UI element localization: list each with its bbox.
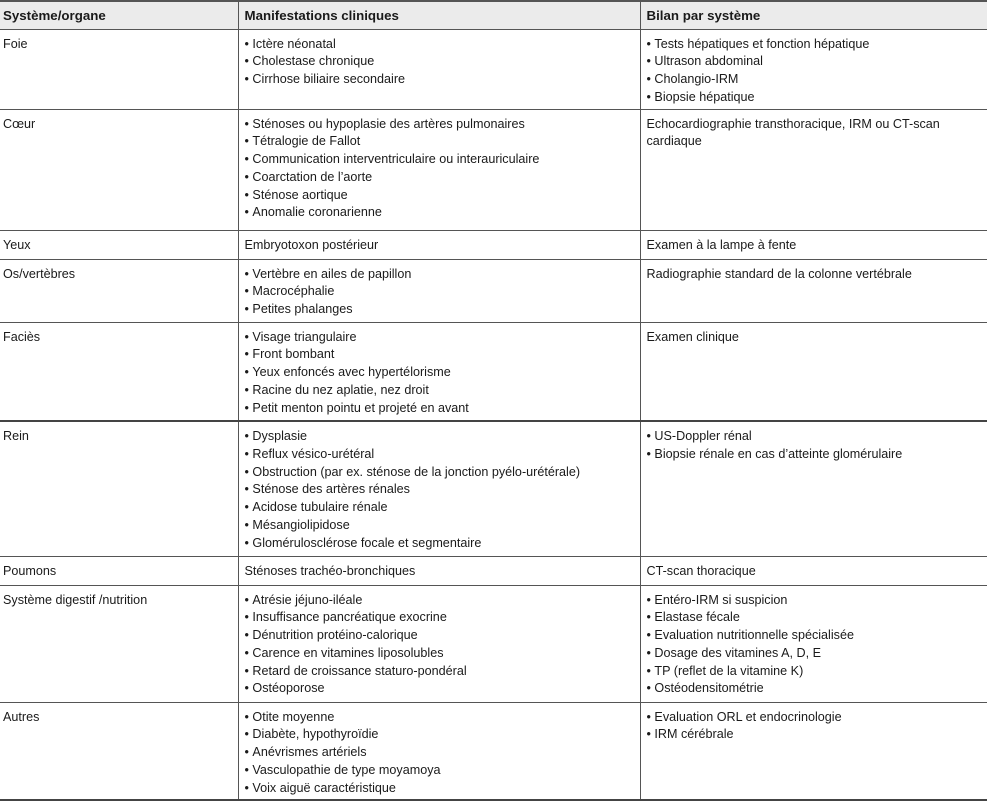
table-row: [0, 421, 987, 556]
list-item: • Ultrason abdominal: [647, 53, 987, 71]
manifestations-cell: Sténoses trachéo-bronchiques: [238, 556, 640, 585]
list-item: • Cirrhose biliaire secondaire: [245, 71, 640, 89]
system-cell: Système digestif /nutrition: [0, 585, 238, 702]
list-item: • Cholestase chronique: [245, 53, 640, 71]
list-item: • Dénutrition protéino-calorique: [245, 627, 640, 645]
bilan-list: [647, 36, 987, 107]
list-item: • Communication interventriculaire ou interauriculaire: [245, 151, 640, 169]
table-row: [0, 585, 987, 702]
table-row: [0, 322, 987, 421]
list-item: • Elastase fécale: [647, 609, 987, 627]
list-item: • Macrocéphalie: [245, 283, 640, 301]
list-item: • TP (reflet de la vitamine K): [647, 663, 987, 681]
system-cell: Poumons: [0, 556, 238, 585]
list-item: • Vertèbre en ailes de papillon: [245, 266, 640, 284]
bilan-cell: Examen à la lampe à fente: [640, 230, 987, 259]
manifestations-cell: [238, 421, 640, 556]
list-item: • Otite moyenne: [245, 709, 640, 727]
bilan-cell: Examen clinique: [640, 322, 987, 421]
system-cell: Rein: [0, 421, 238, 556]
manifestations-list: [245, 36, 640, 89]
list-item: • Anomalie coronarienne: [245, 204, 640, 222]
bilan-cell: CT-scan thoracique: [640, 556, 987, 585]
list-item: • IRM cérébrale: [647, 726, 987, 744]
header-manifestations: Manifestations cliniques: [238, 1, 640, 29]
bilan-cell: [640, 421, 987, 556]
table-row: [0, 109, 987, 230]
bilan-cell: [640, 585, 987, 702]
bilan-list: [647, 709, 987, 745]
list-item: • Carence en vitamines liposolubles: [245, 645, 640, 663]
manifestations-list: [245, 428, 640, 553]
table-row: [0, 556, 987, 585]
list-item: • Ostéoporose: [245, 680, 640, 698]
bilan-list: [647, 592, 987, 699]
list-item: • Vasculopathie de type moyamoya: [245, 762, 640, 780]
list-item: • Biopsie rénale en cas d’atteinte glomérulaire: [647, 446, 987, 464]
list-item: • Evaluation ORL et endocrinologie: [647, 709, 987, 727]
list-item: • Voix aiguë caractéristique: [245, 780, 640, 798]
list-item: • US-Doppler rénal: [647, 428, 987, 446]
bilan-cell: [640, 29, 987, 109]
header-system: Système/organe: [0, 1, 238, 29]
list-item: • Atrésie jéjuno-iléale: [245, 592, 640, 610]
system-cell: Cœur: [0, 109, 238, 230]
system-cell: Os/vertèbres: [0, 259, 238, 322]
list-item: • Obstruction (par ex. sténose de la jonction pyélo-urétérale): [245, 464, 640, 482]
table-row: [0, 29, 987, 109]
manifestations-list: [245, 116, 640, 223]
list-item: • Dysplasie: [245, 428, 640, 446]
system-cell: Yeux: [0, 230, 238, 259]
manifestations-list: [245, 329, 640, 418]
list-item: • Biopsie hépatique: [647, 89, 987, 107]
manifestations-cell: [238, 585, 640, 702]
list-item: • Front bombant: [245, 346, 640, 364]
list-item: • Ostéodensitométrie: [647, 680, 987, 698]
manifestations-cell: [238, 259, 640, 322]
bilan-cell: Radiographie standard de la colonne vertébrale: [640, 259, 987, 322]
manifestations-cell: [238, 109, 640, 230]
list-item: • Dosage des vitamines A, D, E: [647, 645, 987, 663]
list-item: • Visage triangulaire: [245, 329, 640, 347]
list-item: • Petit menton pointu et projeté en avant: [245, 400, 640, 418]
list-item: • Anévrismes artériels: [245, 744, 640, 762]
system-cell: Autres: [0, 702, 238, 800]
list-item: • Yeux enfoncés avec hypertélorisme: [245, 364, 640, 382]
manifestations-cell: Embryotoxon postérieur: [238, 230, 640, 259]
list-item: • Ictère néonatal: [245, 36, 640, 54]
manifestations-cell: [238, 702, 640, 800]
list-item: • Racine du nez aplatie, nez droit: [245, 382, 640, 400]
manifestations-cell: [238, 29, 640, 109]
list-item: • Insuffisance pancréatique exocrine: [245, 609, 640, 627]
bilan-cell: Echocardiographie transthoracique, IRM ou CT-scan cardiaque: [640, 109, 987, 230]
table-row: [0, 230, 987, 259]
list-item: • Acidose tubulaire rénale: [245, 499, 640, 517]
list-item: • Sténoses ou hypoplasie des artères pulmonaires: [245, 116, 640, 134]
list-item: • Sténose des artères rénales: [245, 481, 640, 499]
list-item: • Reflux vésico-urétéral: [245, 446, 640, 464]
system-cell: Faciès: [0, 322, 238, 421]
list-item: • Entéro-IRM si suspicion: [647, 592, 987, 610]
list-item: • Glomérulosclérose focale et segmentaire: [245, 535, 640, 553]
header-bilan: Bilan par système: [640, 1, 987, 29]
list-item: • Retard de croissance staturo-pondéral: [245, 663, 640, 681]
list-item: • Mésangiolipidose: [245, 517, 640, 535]
manifestations-list: [245, 592, 640, 699]
list-item: • Petites phalanges: [245, 301, 640, 319]
system-cell: Foie: [0, 29, 238, 109]
list-item: • Cholangio-IRM: [647, 71, 987, 89]
table-row: [0, 259, 987, 322]
list-item: • Tests hépatiques et fonction hépatique: [647, 36, 987, 54]
header-row: [0, 1, 987, 29]
manifestations-list: [245, 266, 640, 319]
list-item: • Coarctation de l’aorte: [245, 169, 640, 187]
table-row: [0, 702, 987, 800]
list-item: • Diabète, hypothyroïdie: [245, 726, 640, 744]
manifestations-cell: [238, 322, 640, 421]
list-item: • Evaluation nutritionnelle spécialisée: [647, 627, 987, 645]
manifestations-list: [245, 709, 640, 798]
list-item: • Tétralogie de Fallot: [245, 133, 640, 151]
list-item: • Sténose aortique: [245, 187, 640, 205]
bilan-list: [647, 428, 987, 464]
bilan-cell: [640, 702, 987, 800]
